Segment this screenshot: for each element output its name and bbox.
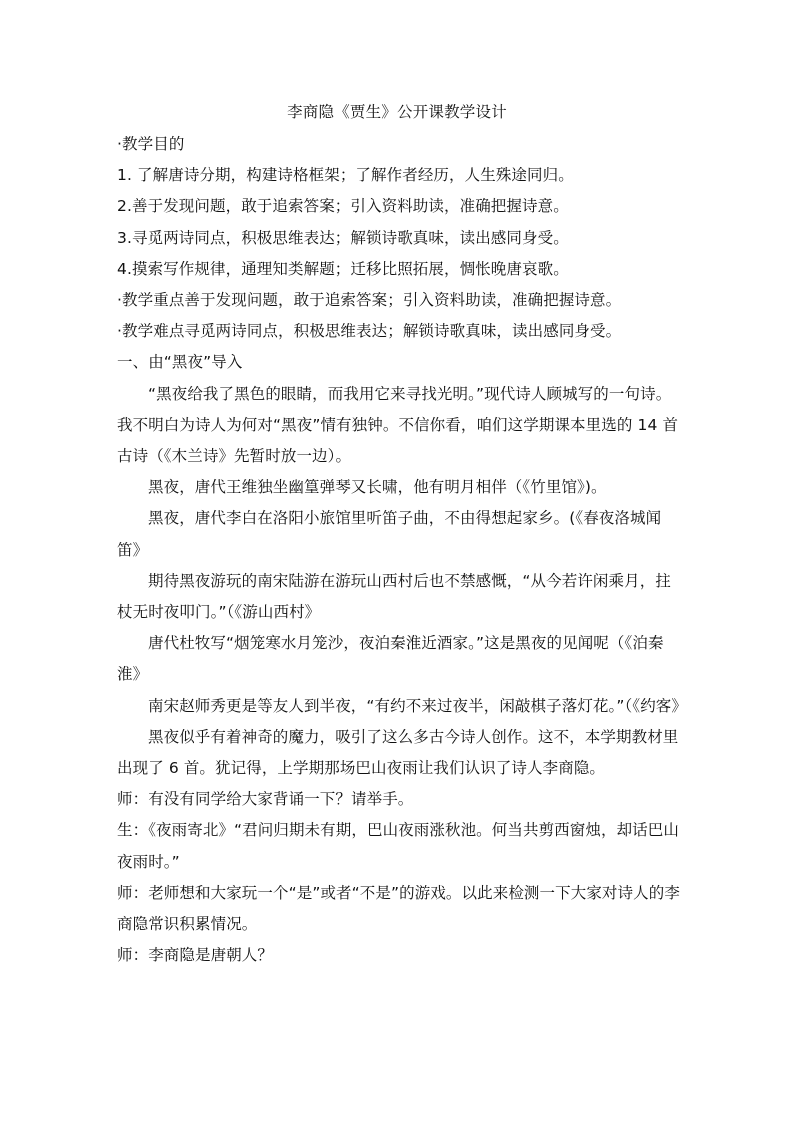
dialogue-teacher-2: 师：老师想和大家玩一个“是”或者“不是”的游戏。以此来检测一下大家对诗人的李商隐常识积累情况。	[117, 883, 680, 934]
document-title: 李商隐《贾生》公开课教学设计	[287, 103, 507, 121]
paragraph-zhaoshixiu: 南宋赵师秀更是等友人到半夜，“有约不来过夜半，闲敲棋子落灯花。”（《约客》	[148, 696, 688, 715]
objective-item-2: 2.善于发现问题，敢于追索答案；引入资料助读，准确把握诗意。	[117, 197, 569, 216]
paragraph-gucheng: “黑夜给我了黑色的眼睛，而我用它来寻找光明。”现代诗人顾城写的一句诗。我不明白为诗人为何对“黑夜”情有独钟。不信你看，咱们这学期课本里选的 14 首古诗（《木兰诗》先暂时放一边）。	[117, 384, 679, 466]
difficult-points: ·教学难点寻觅两诗同点，积极思维表达；解锁诗歌真味，读出感同身受。	[117, 322, 622, 341]
dialogue-teacher-1: 师：有没有同学给大家背诵一下？请举手。	[117, 790, 414, 809]
dialogue-teacher-3: 师：李商隐是唐朝人？	[117, 946, 274, 965]
paragraph-wangwei: 黑夜，唐代王维独坐幽篁弹琴又长啸，他有明月相伴（《竹里馆》)。	[148, 478, 607, 497]
objective-item-1: 1. 了解唐诗分期，构建诗格框架；了解作者经历，人生殊途同归。	[117, 166, 574, 185]
section-heading-objectives: ·教学目的	[117, 135, 185, 153]
document-body	[117, 129, 688, 971]
key-points: ·教学重点善于发现问题，敢于追索答案；引入资料助读，准确把握诗意。	[117, 291, 622, 310]
section-heading-intro: 一、由“黑夜”导入	[117, 353, 243, 372]
paragraph-libai: 黑夜，唐代李白在洛阳小旅馆里听笛子曲，不由得想起家乡。(《春夜洛城闻笛》	[117, 509, 662, 559]
paragraph-magic-night: 黑夜似乎有着神奇的魔力，吸引了这么多古今诗人创作。这不，本学期教材里出现了 6 首。犹记得，上学期那场巴山夜雨让我们认识了诗人李商隐。	[117, 727, 679, 778]
objective-item-3: 3.寻觅两诗同点，积极思维表达；解锁诗歌真味，读出感同身受。	[117, 228, 569, 247]
paragraph-luyou: 期待黑夜游玩的南宋陆游在游玩山西村后也不禁感慨，“从今若许闲乘月，拄杖无时夜叩门。”（《游山西村》	[117, 571, 671, 622]
dialogue-student-1: 生：《夜雨寄北》“君问归期未有期，巴山夜雨涨秋池。何当共剪西窗烛，却话巴山夜雨时。”	[117, 821, 679, 871]
objective-item-4: 4.摸索写作规律，通理知类解题；迁移比照拓展，惆怅晚唐哀歌。	[117, 259, 569, 278]
paragraph-dumu: 唐代杜牧写“烟笼寒水月笼沙，夜泊秦淮近酒家。”这是黑夜的见闻呢（《泊秦淮》	[117, 634, 664, 684]
